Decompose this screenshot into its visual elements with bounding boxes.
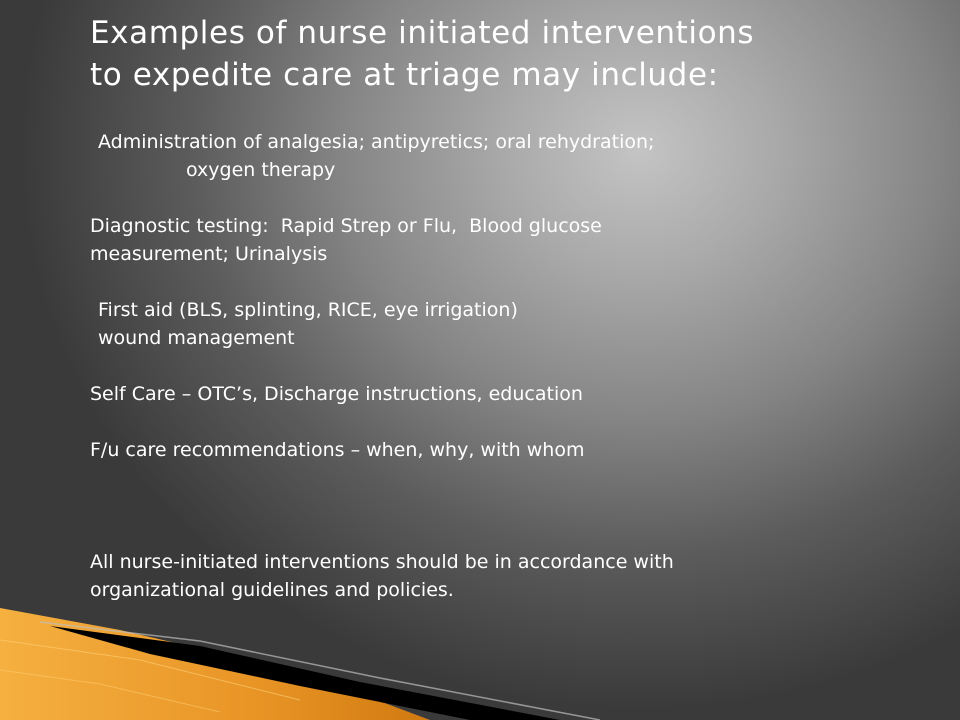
closing-line-1: All nurse-initiated interventions should be in accordance with (90, 551, 674, 573)
analgesia-line-2: oxygen therapy (186, 159, 336, 181)
closing-line-2: organizational guidelines and policies. (90, 579, 454, 601)
slide-title (90, 12, 890, 96)
slide-body (90, 128, 880, 604)
title-line-2: to expedite care at triage may include: (90, 57, 719, 93)
diagnostic-line-2: measurement; Urinalysis (90, 243, 328, 265)
self-care-line: Self Care – OTC’s, Discharge instructions, education (90, 383, 583, 405)
orange-swoosh-shape (0, 608, 430, 720)
analgesia-line-1: Administration of analgesia; antipyretics; oral rehydration; (98, 131, 655, 153)
follow-up-line: F/u care recommendations – when, why, with whom (90, 439, 585, 461)
black-swoosh-shape (50, 626, 560, 720)
diagnostic-line-1: Diagnostic testing: Rapid Strep or Flu, Blood glucose (90, 215, 602, 237)
title-line-1: Examples of nurse initiated interventions (90, 15, 755, 51)
first-aid-line-1: First aid (BLS, splinting, RICE, eye irrigation) (98, 299, 518, 321)
first-aid-line-2: wound management (98, 327, 295, 349)
